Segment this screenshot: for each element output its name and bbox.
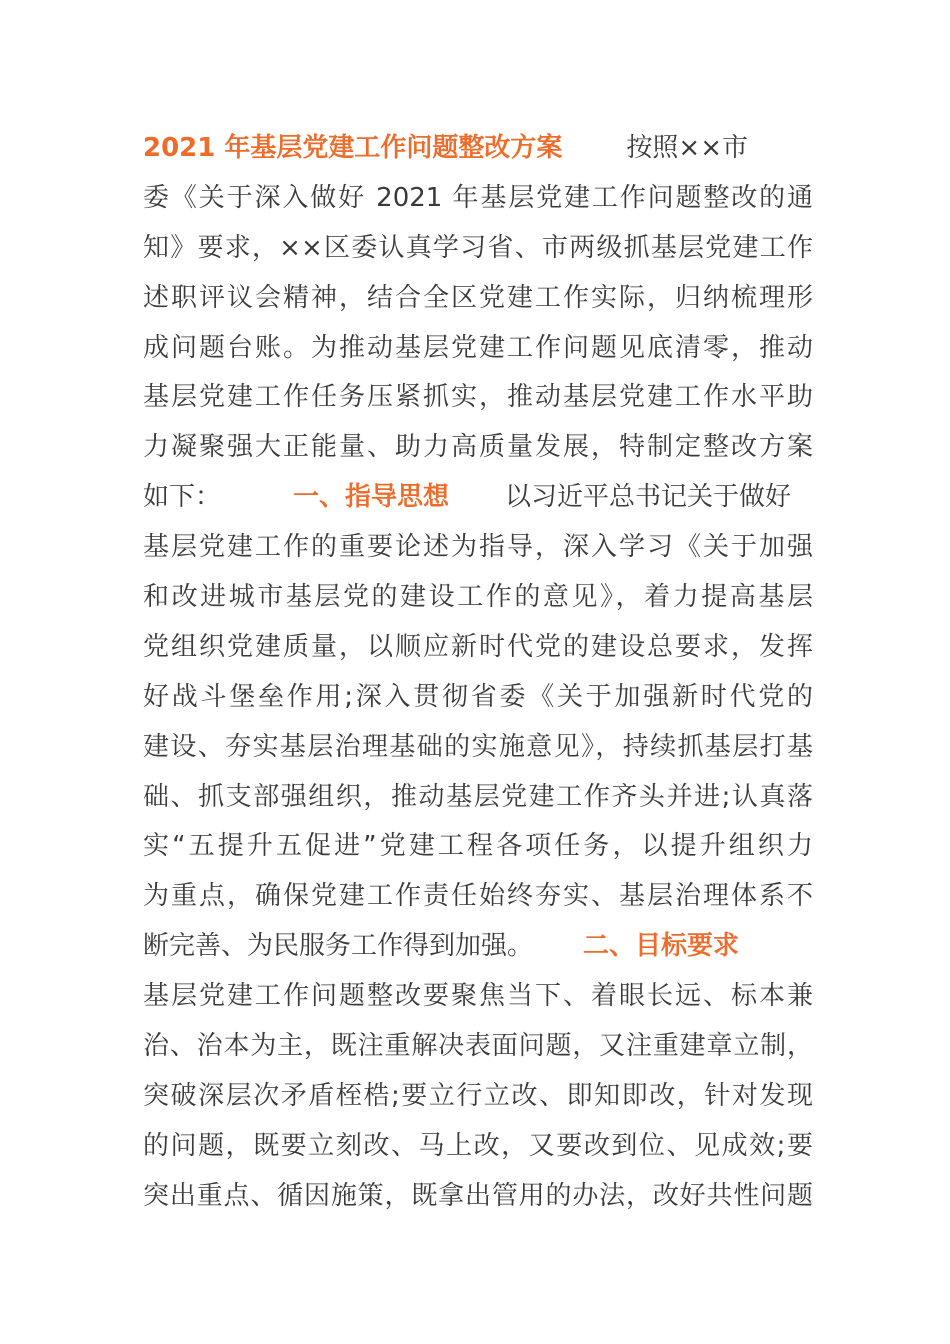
- paragraph-line: 知》要求，××区委认真学习省、市两级抓基层党建工作: [143, 232, 813, 263]
- paragraph-line: 治、治本为主，既注重解决表面问题，又注重建章立制，: [143, 1031, 813, 1062]
- paragraph-line: 建设、夯实基层治理基础的实施意见》，持续抓基层打基: [143, 731, 813, 762]
- document-title: 2021 年基层党建工作问题整改方案: [143, 133, 563, 163]
- paragraph-line: 突出重点、循因施策，既拿出管用的办法，改好共性问题: [143, 1180, 813, 1211]
- paragraph-line: 基层党建工作的重要论述为指导，深入学习《关于加强: [143, 532, 813, 563]
- paragraph-line: 基层党建工作任务压紧抓实，推动基层党建工作水平助: [143, 382, 813, 413]
- paragraph-line: 础、抓支部强组织，推动基层党建工作齐头并进;认真落: [143, 781, 813, 812]
- intro-end: 如下：: [143, 482, 222, 513]
- paragraph-line: 述职评议会精神，结合全区党建工作实际，归纳梳理形: [143, 282, 813, 313]
- section1-end: 断完善、为民服务工作得到加强。: [143, 931, 534, 962]
- title-line: [143, 124, 813, 174]
- paragraph-line: 好战斗堡垒作用;深入贯彻省委《关于加强新时代党的: [143, 681, 813, 712]
- paragraph-line: 成问题台账。为推动基层党建工作问题见底清零，推动: [143, 332, 813, 363]
- paragraph-line: 的问题，既要立刻改、马上改，又要改到位、见成效;要: [143, 1130, 813, 1161]
- paragraph-line: 和改进城市基层党的建设工作的意见》，着力提高基层: [143, 582, 813, 613]
- paragraph-line: 基层党建工作问题整改要聚焦当下、着眼长远、标本兼: [143, 981, 813, 1012]
- section1-heading-line: [143, 473, 813, 523]
- section2-heading: 二、目标要求: [583, 931, 740, 962]
- paragraph-line: 突破深层次矛盾桎梏;要立行立改、即知即改，针对发现: [143, 1080, 813, 1111]
- intro-start: 按照××市: [626, 133, 748, 163]
- section1-start: 以习近平总书记关于做好: [505, 482, 792, 513]
- paragraph-line: 实“五提升五促进”党建工程各项任务，以提升组织力: [143, 831, 813, 862]
- paragraph-line: 委《关于深入做好 2021 年基层党建工作问题整改的通: [143, 182, 813, 213]
- paragraph-line: 党组织党建质量，以顺应新时代党的建设总要求，发挥: [143, 631, 813, 662]
- paragraph-line: 为重点，确保党建工作责任始终夯实、基层治理体系不: [143, 881, 813, 912]
- document-body: [143, 124, 813, 1222]
- section1-heading: 一、指导思想: [293, 482, 450, 513]
- paragraph-line: 力凝聚强大正能量、助力高质量发展，特制定整改方案: [143, 432, 813, 463]
- section2-heading-line: [143, 922, 813, 972]
